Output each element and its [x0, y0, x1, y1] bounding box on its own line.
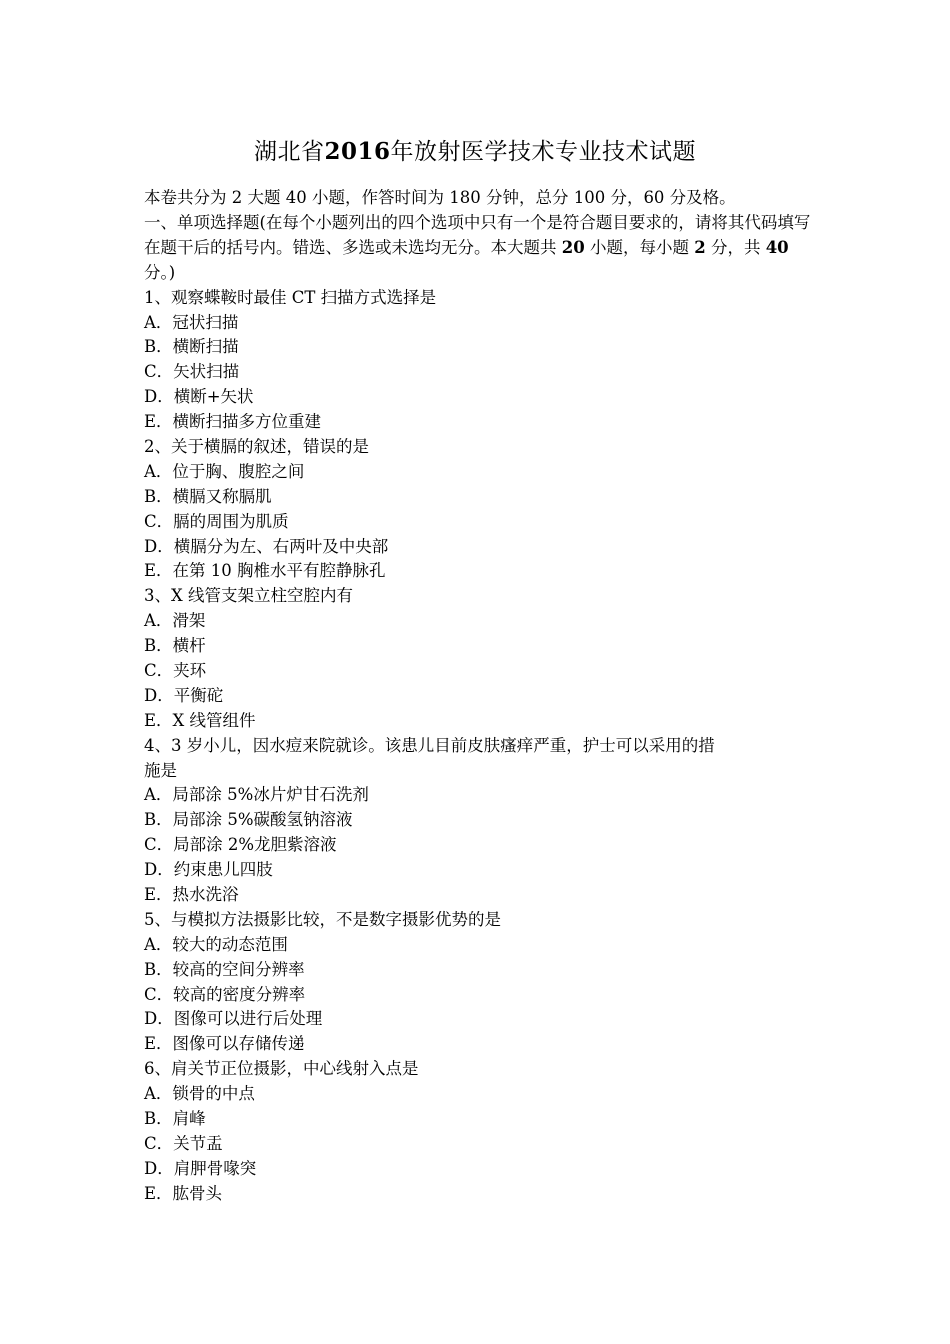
- answer-option: A．位于胸、腹腔之间: [144, 461, 305, 481]
- answer-option: C．矢状扫描: [144, 362, 240, 382]
- document-body: [144, 186, 812, 1207]
- exam-intro: 本卷共分为 2 大题 40 小题，作答时间为 180 分钟，总分 100 分，60 分及格。: [144, 188, 736, 207]
- answer-option: A．锁骨的中点: [144, 1084, 255, 1104]
- page-title: [0, 136, 950, 168]
- answer-option: C．较高的密度分辨率: [144, 984, 306, 1004]
- question-count: 20: [561, 237, 585, 257]
- question-stem: 5、与模拟方法摄影比较，不是数字摄影优势的是: [144, 909, 501, 929]
- answer-option: E．X 线管组件: [144, 710, 256, 730]
- answer-option: A．较大的动态范围: [144, 934, 288, 954]
- answer-option: B．较高的空间分辨率: [144, 959, 305, 979]
- answer-option: C．夹环: [144, 660, 207, 680]
- question-stem-continued: 施是: [144, 760, 177, 780]
- answer-option: D．约束患儿四肢: [144, 860, 273, 880]
- answer-option: C．膈的周围为肌质: [144, 511, 289, 531]
- answer-option: A．局部涂 5%冰片炉甘石洗剂: [144, 785, 369, 805]
- answer-option: D．图像可以进行后处理: [144, 1009, 323, 1029]
- answer-option: D．横膈分为左、右两叶及中央部: [144, 536, 389, 556]
- answer-option: E．在第 10 胸椎水平有腔静脉孔: [144, 561, 386, 581]
- points-total: 40: [765, 237, 789, 257]
- question-stem: 2、关于横膈的叙述，错误的是: [144, 436, 369, 456]
- title-year: 2016: [324, 138, 391, 165]
- answer-option: D．平衡砣: [144, 685, 224, 705]
- answer-option: E．热水洗浴: [144, 884, 239, 904]
- title-prefix: 湖北省: [253, 139, 325, 165]
- answer-option: B．横杆: [144, 636, 206, 656]
- answer-option: D．肩胛骨喙突: [144, 1158, 257, 1178]
- question-stem: 4、3 岁小儿，因水痘来院就诊。该患儿目前皮肤瘙痒严重，护士可以采用的措: [144, 735, 715, 755]
- answer-option: D．横断+矢状: [144, 387, 254, 407]
- answer-option: E．横断扫描多方位重建: [144, 412, 322, 432]
- answer-option: B．局部涂 5%碳酸氢钠溶液: [144, 810, 353, 830]
- question-stem: 1、观察蝶鞍时最佳 CT 扫描方式选择是: [144, 287, 437, 307]
- answer-option: B．横膈又称膈肌: [144, 486, 272, 506]
- answer-option: E．肱骨头: [144, 1183, 223, 1203]
- question-stem: 6、肩关节正位摄影，中心线射入点是: [144, 1059, 419, 1079]
- answer-option: B．肩峰: [144, 1109, 206, 1128]
- title-suffix: 年放射医学技术专业技术试题: [390, 139, 696, 165]
- answer-option: B．横断扫描: [144, 337, 239, 357]
- answer-option: A．滑架: [144, 611, 206, 631]
- answer-option: C．关节盂: [144, 1133, 223, 1153]
- answer-option: E．图像可以存储传递: [144, 1034, 305, 1054]
- section-instructions: 一、单项选择题(在每个小题列出的四个选项中只有一个是符合题目要求的，请将其代码填写在题干后的括号内。错选、多选或未选均无分。本大题共 20 小题，每小题 2 分，共 40 分。): [144, 212, 811, 282]
- answer-option: A．冠状扫描: [144, 312, 239, 332]
- question-stem: 3、X 线管支架立柱空腔内有: [144, 586, 353, 606]
- answer-option: C．局部涂 2%龙胆紫溶液: [144, 835, 337, 855]
- points-each: 2: [694, 237, 706, 257]
